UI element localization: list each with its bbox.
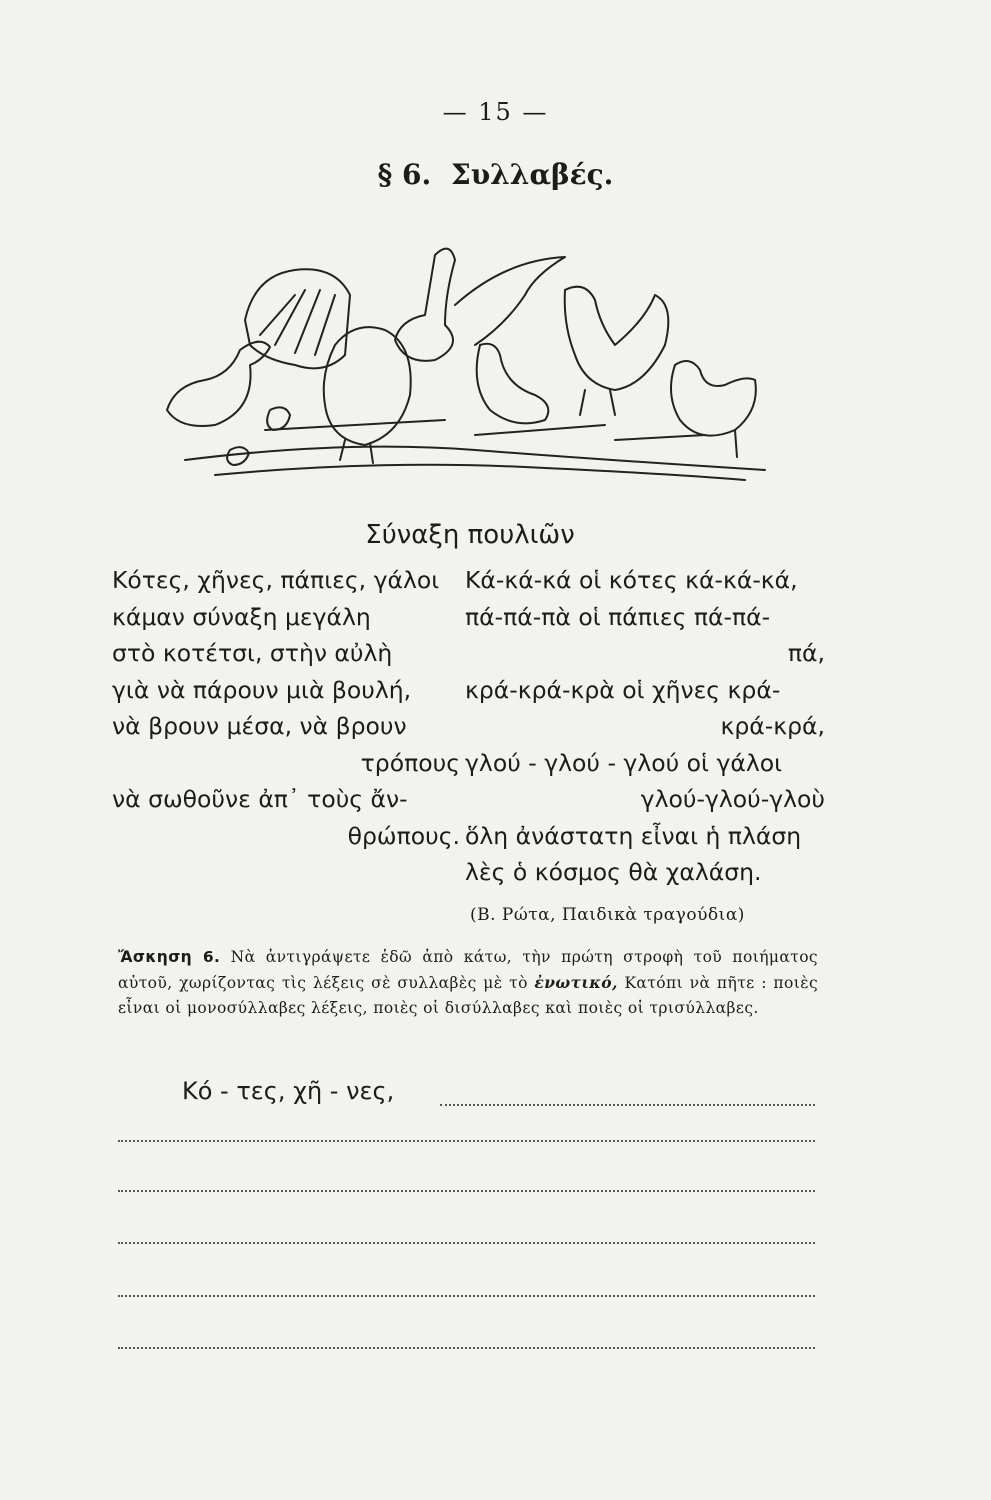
exercise-instruction: Νὰ ἀντιγράψετε ἐδῶ ἀπὸ κάτω, τὴν πρώτη στροφὴ τοῦ ποιήματος αὐτοῦ, χωρίζοντας τὶς λέξεις σὲ συλλαβὲς μὲ τὸ	[118, 948, 819, 992]
poem-line: κρά-κρά-κρὰ οἱ χῆνες κρά-	[465, 675, 781, 704]
poem-left-column	[112, 562, 460, 854]
poem-title: Σύναξη πουλιῶν	[365, 520, 575, 550]
duck-icon	[477, 344, 549, 424]
poem-line: πά-πά-πὰ οἱ πάπιες πά-πά-	[465, 602, 771, 631]
poem-line: κάμαν σύναξη μεγάλη	[112, 602, 371, 631]
poem-line: λὲς ὁ κόσμος θὰ χαλάση.	[465, 858, 762, 886]
poem-line: νὰ βρουν μέσα, νὰ βρουν	[112, 712, 407, 740]
poem-line: θρώπους.	[347, 821, 460, 850]
exercise-text	[118, 945, 818, 1021]
section-heading	[0, 158, 991, 191]
poem-line: Κά-κά-κά οἱ κότες κά-κά-κά,	[465, 566, 798, 594]
poem-line: γλού-γλού-γλοὺ	[640, 785, 825, 813]
exercise-label: Ἄσκηση 6.	[118, 948, 221, 966]
answer-line[interactable]	[440, 1104, 815, 1106]
poem-line: Κότες, χῆνες, πάπιες, γάλοι	[112, 566, 440, 594]
duck-icon	[167, 342, 270, 426]
example-syllables: Κό - τες, χῆ - νες,	[182, 1077, 395, 1105]
poem-line: πά,	[787, 639, 825, 667]
ground-line	[615, 435, 705, 440]
ground-line	[475, 425, 605, 435]
poem-line: νὰ σωθοῦνε ἀπ᾽ τοὺς ἄν-	[112, 785, 408, 813]
turkey-icon	[245, 269, 350, 368]
poem-line: γιὰ νὰ πάρουν μιὰ βουλή,	[112, 675, 412, 704]
goose-icon	[395, 249, 455, 361]
poem-line: κρά-κρά,	[720, 712, 825, 740]
page-number: — 15 —	[442, 98, 549, 126]
goose-wing-icon	[455, 257, 565, 345]
exercise-instruction-continued: Κατόπι νὰ πῆτε : ποιὲς εἶναι οἱ μονοσύλλαβες λέξεις, ποιὲς οἱ δισύλλαβες καὶ ποιὲς οἱ τρισύλλαβες.	[118, 974, 819, 1017]
chick-icon	[227, 447, 249, 465]
answer-line[interactable]	[118, 1347, 815, 1349]
hen-icon	[671, 361, 756, 436]
poem-right-column	[465, 562, 825, 891]
rooster-icon	[565, 287, 669, 390]
poem-line: ὅλη ἀνάστατη εἶναι ἡ πλάση	[465, 821, 802, 850]
poultry-gathering-illustration	[145, 235, 775, 485]
poem-line: τρόπους	[360, 748, 460, 777]
section-title: Συλλαβές.	[450, 158, 614, 191]
poem-line: γλού - γλού - γλού οἱ γάλοι	[465, 748, 783, 777]
poem-source: (Β. Ρώτα, Παιδικὰ τραγούδια)	[470, 905, 745, 925]
chick-icon	[267, 407, 290, 430]
ground-line	[185, 447, 765, 470]
ground-line	[265, 420, 445, 430]
answer-line[interactable]	[118, 1295, 815, 1297]
answer-line[interactable]	[118, 1140, 815, 1142]
poem-line: στὸ κοτέτσι, στὴν αὐλὴ	[112, 639, 393, 667]
section-number: § 6.	[377, 158, 432, 191]
exercise-italic-term: ἐνωτικό,	[534, 973, 618, 992]
answer-line[interactable]	[118, 1242, 815, 1244]
ground-line	[215, 465, 745, 480]
answer-line[interactable]	[118, 1190, 815, 1192]
